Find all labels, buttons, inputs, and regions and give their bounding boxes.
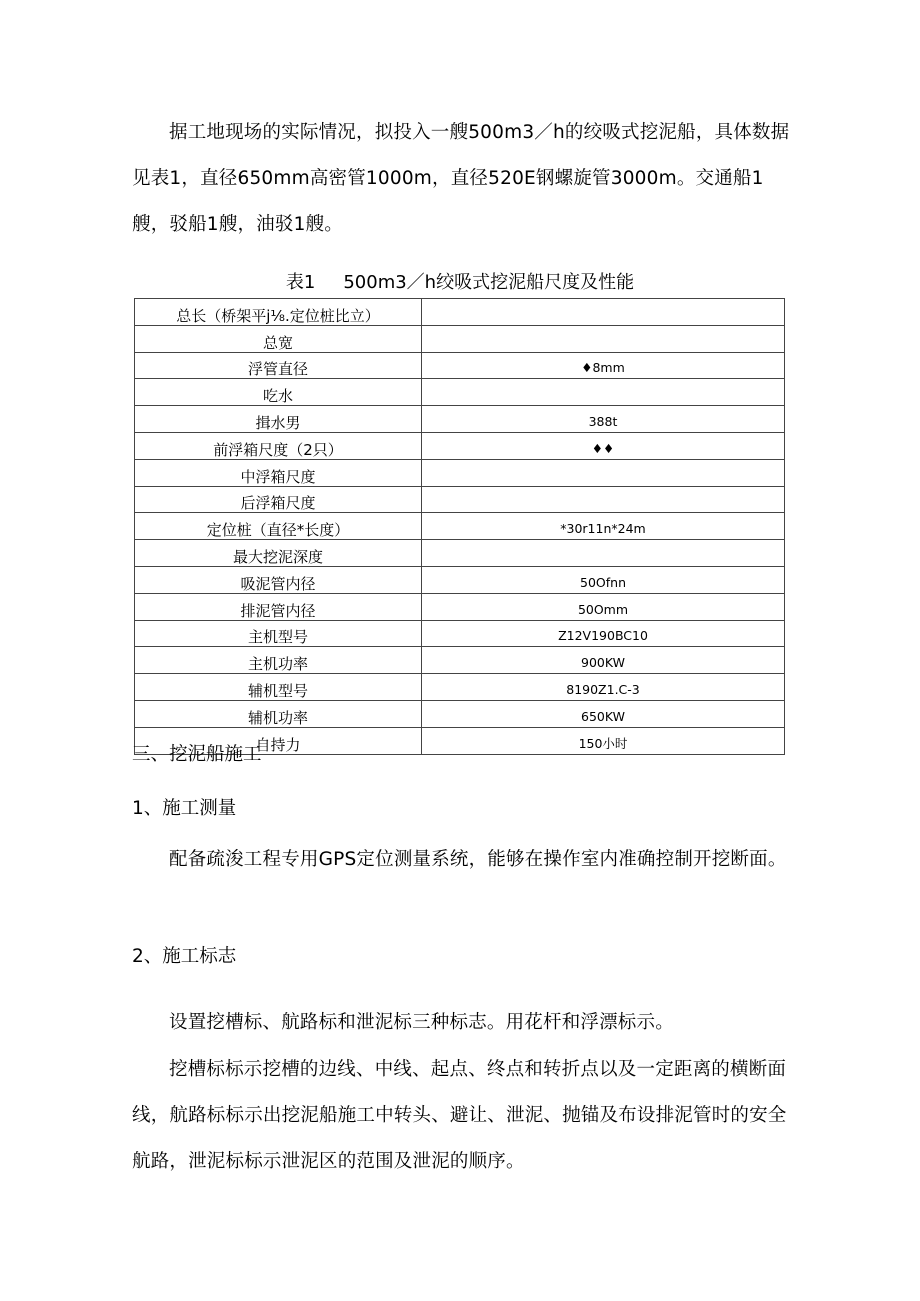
row-value: 50Ofnn	[422, 566, 785, 593]
subsection-heading-2: 2、施工标志	[132, 946, 237, 967]
row-value	[422, 540, 785, 567]
row-label: 吃水	[135, 379, 422, 406]
row-label: 最大挖泥深度	[135, 540, 422, 567]
section-heading-3: 三、挖泥船施工	[132, 744, 262, 765]
row-value: 388t	[422, 406, 785, 433]
table-number: 表1	[285, 272, 316, 293]
intro-paragraph: 据工地现场的实际情况，拟投入一艘500m3／h的绞吸式挖泥船，具体数据见表1，直径650mm高密管1000m，直径520E钢螺旋管3000m。交通船1艘，驳船1艘，油驳1艘。	[132, 122, 790, 235]
row-label: 自持力	[135, 727, 422, 754]
table-row	[135, 674, 785, 701]
markers-paragraph: 设置挖槽标、航路标和泄泥标三种标志。用花杆和浮漂标示。	[169, 1012, 674, 1033]
table-row	[135, 486, 785, 513]
row-value: Z12V190BC10	[422, 620, 785, 647]
row-label: 前浮箱尺度（2只）	[135, 432, 422, 459]
row-label: 吸泥管内径	[135, 566, 422, 593]
survey-paragraph: 配备疏浚工程专用GPS定位测量系统，能够在操作室内准确控制开挖断面。	[169, 849, 787, 870]
row-value: 150小时	[422, 727, 785, 754]
row-value: ♦♦	[422, 432, 785, 459]
row-value	[422, 486, 785, 513]
row-label: 辅机功率	[135, 700, 422, 727]
table-row	[135, 647, 785, 674]
table-title: 500m3／h绞吸式挖泥船尺度及性能	[343, 272, 635, 293]
markers-detail-paragraph: 挖槽标标示挖槽的边线、中线、起点、终点和转折点以及一定距离的横断面线，航路标标示出挖泥船施工中转头、避让、泄泥、抛锚及布设排泥管时的安全航路，泄泥标标示泄泥区的范围及泄泥的顺序。	[132, 1059, 787, 1172]
row-label: 中浮箱尺度	[135, 459, 422, 486]
row-value: 8190Z1.C-3	[422, 674, 785, 701]
row-value	[422, 459, 785, 486]
table-row	[135, 620, 785, 647]
table-row	[135, 406, 785, 433]
table-row	[135, 459, 785, 486]
table-row	[135, 352, 785, 379]
row-label: 浮管直径	[135, 352, 422, 379]
table-row	[135, 299, 785, 326]
row-value: *30r11n*24m	[422, 513, 785, 540]
row-value: 650KW	[422, 700, 785, 727]
row-value	[422, 379, 785, 406]
table-row	[135, 379, 785, 406]
row-label: 后浮箱尺度	[135, 486, 422, 513]
table-row	[135, 593, 785, 620]
row-label: 主机功率	[135, 647, 422, 674]
row-value: 900KW	[422, 647, 785, 674]
subsection-heading-1: 1、施工测量	[132, 798, 237, 819]
row-label: 排泥管内径	[135, 593, 422, 620]
table-caption	[0, 270, 920, 296]
row-label: 定位桩（直径*长度）	[135, 513, 422, 540]
row-value	[422, 299, 785, 326]
row-label: 辅机型号	[135, 674, 422, 701]
table-row	[135, 700, 785, 727]
row-label: 总长（桥架平j⅛.定位桩比立）	[135, 299, 422, 326]
row-value: 50Omm	[422, 593, 785, 620]
row-label: 主机型号	[135, 620, 422, 647]
table-row	[135, 540, 785, 567]
row-value	[422, 325, 785, 352]
row-value: ♦8mm	[422, 352, 785, 379]
row-label: 总宽	[135, 325, 422, 352]
spec-table	[134, 298, 785, 755]
table-row	[135, 432, 785, 459]
table-row	[135, 566, 785, 593]
table-row	[135, 325, 785, 352]
row-label: 揖水男	[135, 406, 422, 433]
table-row	[135, 513, 785, 540]
